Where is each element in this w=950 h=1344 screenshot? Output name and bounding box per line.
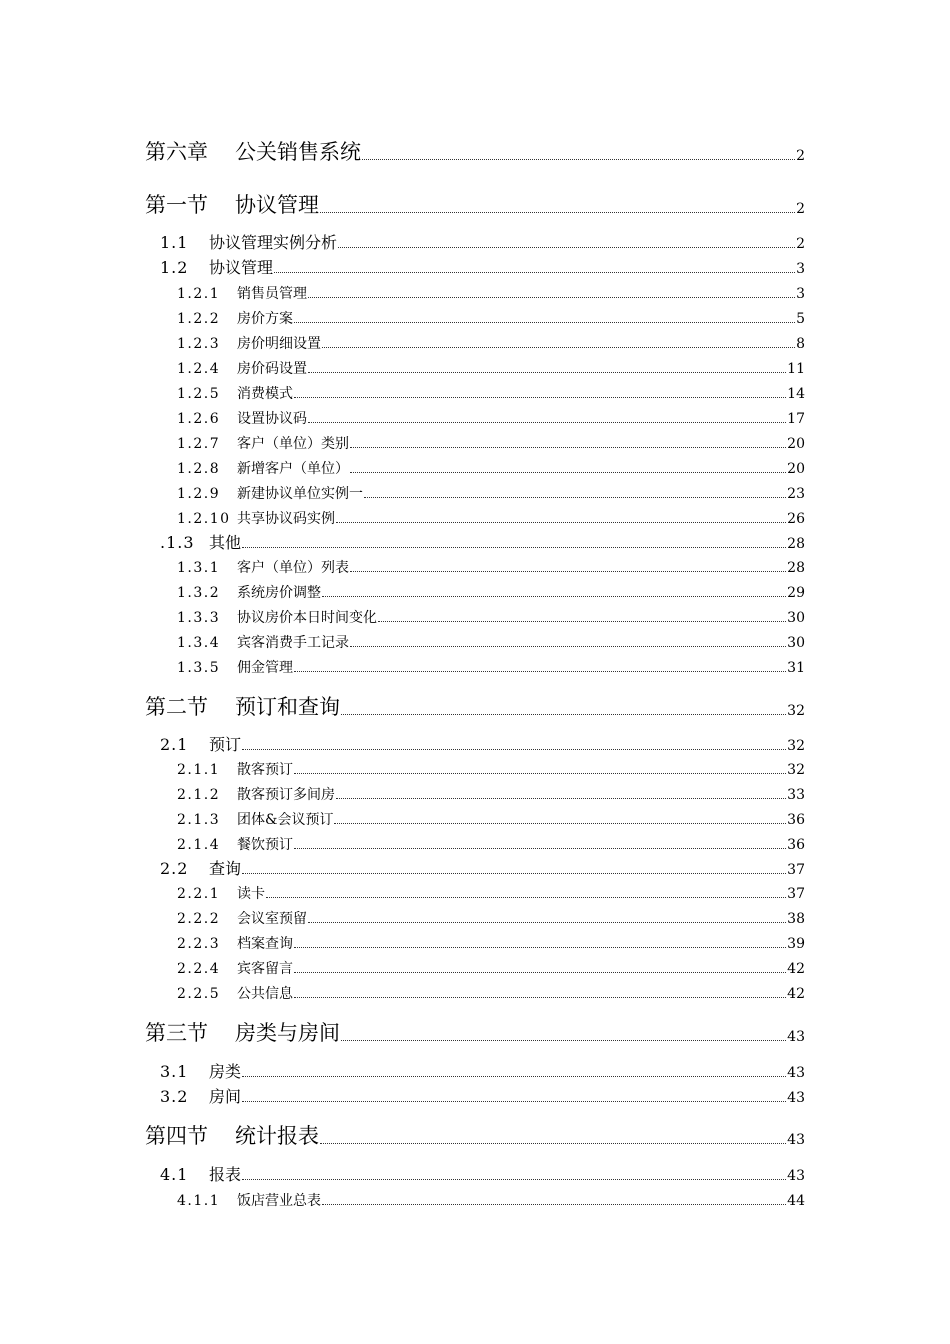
toc-entry-page: 43 xyxy=(787,1029,805,1045)
toc-subsection[interactable] xyxy=(177,586,805,600)
dot-leader xyxy=(320,212,795,213)
toc-entry-number: 1.2.5 xyxy=(177,386,221,402)
dot-leader xyxy=(322,596,786,597)
toc-subsection[interactable] xyxy=(177,611,805,625)
toc-entry-page: 29 xyxy=(787,585,805,601)
toc-entry-title: 查询 xyxy=(209,859,242,878)
dot-leader xyxy=(242,547,786,548)
toc-subsection[interactable] xyxy=(177,487,805,501)
toc-entry-title: 餐饮预订 xyxy=(237,837,293,853)
toc-entry-page: 32 xyxy=(787,762,805,778)
toc-entry-number: 2.2.2 xyxy=(177,911,221,927)
toc-entry-page: 39 xyxy=(787,936,805,952)
toc-entry-page: 36 xyxy=(787,812,805,828)
toc-entry-page: 38 xyxy=(787,911,805,927)
toc-entry-title: 新增客户（单位） xyxy=(237,461,349,477)
dot-leader xyxy=(338,247,795,248)
toc-entry-page: 42 xyxy=(787,986,805,1002)
dot-leader xyxy=(294,997,786,998)
toc-entry-title: 协议管理 xyxy=(209,258,274,277)
toc-entry-page: 36 xyxy=(787,837,805,853)
toc-subsection[interactable] xyxy=(177,937,805,951)
toc-chapter[interactable] xyxy=(145,195,805,216)
dot-leader xyxy=(294,322,795,323)
dot-leader xyxy=(266,897,786,898)
toc-entry-title: 预订 xyxy=(209,735,242,754)
toc-entry-number: 1.2.3 xyxy=(177,336,221,352)
toc-entry-number: 4.1 xyxy=(160,1165,189,1184)
toc-entry-number: 4.1.1 xyxy=(177,1193,221,1209)
dot-leader xyxy=(322,347,795,348)
dot-leader xyxy=(242,1076,786,1077)
toc-entry-title: 散客预订多间房 xyxy=(237,787,335,803)
dot-leader xyxy=(294,773,786,774)
toc-subsection[interactable] xyxy=(177,788,805,802)
toc-entry-number: 第六章 xyxy=(145,140,208,164)
toc-entry-page: 2 xyxy=(796,148,805,164)
toc-section[interactable] xyxy=(160,1089,805,1105)
toc-subsection[interactable] xyxy=(177,437,805,451)
toc-subsection[interactable] xyxy=(177,887,805,901)
toc-entry-number: 3.1 xyxy=(160,1062,189,1081)
toc-entry-number: 2.1.2 xyxy=(177,787,221,803)
toc-subsection[interactable] xyxy=(177,987,805,1001)
toc-entry-number: 1.2.4 xyxy=(177,361,221,377)
dot-leader xyxy=(242,873,786,874)
toc-entry-number: 2.2.5 xyxy=(177,986,221,1002)
toc-entry-number: 2.2 xyxy=(160,859,189,878)
dot-leader xyxy=(341,1040,786,1041)
toc-entry-page: 44 xyxy=(787,1193,805,1209)
toc-entry-title: 报表 xyxy=(209,1165,242,1184)
toc-subsection[interactable] xyxy=(177,1194,805,1208)
toc-entry-page: 43 xyxy=(787,1168,805,1184)
toc-entry-title: 协议房价本日时间变化 xyxy=(237,610,377,626)
toc-subsection[interactable] xyxy=(177,362,805,376)
toc-entry-number: 1.3.3 xyxy=(177,610,221,626)
toc-entry-number: 2.1.1 xyxy=(177,762,221,778)
dot-leader xyxy=(308,422,786,423)
toc-entry-page: 8 xyxy=(796,336,805,352)
toc-entry-number: 2.2.4 xyxy=(177,961,221,977)
toc-entry-number: 1.3.1 xyxy=(177,560,221,576)
toc-entry-title: 共享协议码实例 xyxy=(237,511,335,527)
toc-entry-title: 房间 xyxy=(209,1087,242,1106)
toc-entry-title: 房价明细设置 xyxy=(237,336,321,352)
toc-entry-number: 1.2.7 xyxy=(177,436,221,452)
toc-entry-number: 3.2 xyxy=(160,1087,189,1106)
toc-entry-title: 读卡 xyxy=(237,886,265,902)
toc-entry-page: 5 xyxy=(796,311,805,327)
toc-entry-title: 房价方案 xyxy=(237,311,293,327)
toc-entry-title: 公关销售系统 xyxy=(235,140,361,164)
toc-entry-page: 28 xyxy=(787,560,805,576)
toc-subsection[interactable] xyxy=(177,561,805,575)
toc-entry-title: 协议管理 xyxy=(235,193,319,217)
toc-chapter[interactable] xyxy=(145,1126,805,1147)
toc-section[interactable] xyxy=(160,235,805,251)
dot-leader xyxy=(364,497,786,498)
toc-entry-title: 客户（单位）类别 xyxy=(237,436,349,452)
dot-leader xyxy=(294,848,786,849)
toc-subsection[interactable] xyxy=(177,337,805,351)
toc-entry-title: 客户（单位）列表 xyxy=(237,560,349,576)
toc-entry-page: 26 xyxy=(787,511,805,527)
toc-entry-number: 第三节 xyxy=(145,1021,208,1045)
toc-entry-title: 房类与房间 xyxy=(235,1021,340,1045)
toc-chapter[interactable] xyxy=(145,697,805,718)
toc-entry-number: 1.3.4 xyxy=(177,635,221,651)
toc-entry-number: 2.2.1 xyxy=(177,886,221,902)
toc-entry-number: 1.2.8 xyxy=(177,461,221,477)
dot-leader xyxy=(350,571,786,572)
dot-leader xyxy=(341,714,786,715)
toc-subsection[interactable] xyxy=(177,813,805,827)
toc-entry-title: 预订和查询 xyxy=(235,695,340,719)
toc-entry-page: 43 xyxy=(787,1065,805,1081)
toc-entry-page: 2 xyxy=(796,201,805,217)
toc-entry-number: 1.2 xyxy=(160,258,189,277)
toc-entry-title: 统计报表 xyxy=(235,1124,319,1148)
toc-section[interactable] xyxy=(160,737,805,753)
toc-entry-title: 档案查询 xyxy=(237,936,293,952)
toc-subsection[interactable] xyxy=(177,387,805,401)
toc-section[interactable] xyxy=(160,861,805,877)
toc-entry-number: 1.2.6 xyxy=(177,411,221,427)
toc-entry-number: 1.2.2 xyxy=(177,311,221,327)
toc-chapter[interactable] xyxy=(145,1023,805,1044)
dot-leader xyxy=(294,397,786,398)
toc-entry-page: 33 xyxy=(787,787,805,803)
toc-entry-title: 房类 xyxy=(209,1062,242,1081)
dot-leader xyxy=(320,1143,786,1144)
toc-entry-page: 28 xyxy=(787,536,805,552)
toc-entry-page: 30 xyxy=(787,610,805,626)
toc-entry-page: 3 xyxy=(796,261,805,277)
toc-entry-number: 1.2.9 xyxy=(177,486,221,502)
toc-entry-title: 宾客消费手工记录 xyxy=(237,635,349,651)
toc-entry-number: .1.3 xyxy=(160,533,195,552)
dot-leader xyxy=(242,1179,786,1180)
toc-entry-page: 17 xyxy=(787,411,805,427)
toc-entry-number: 2.2.3 xyxy=(177,936,221,952)
toc-entry-page: 32 xyxy=(787,738,805,754)
toc-entry-number: 1.3.5 xyxy=(177,660,221,676)
dot-leader xyxy=(378,621,786,622)
dot-leader xyxy=(294,972,786,973)
dot-leader xyxy=(294,947,786,948)
dot-leader xyxy=(350,447,786,448)
toc-subsection[interactable] xyxy=(177,661,805,675)
dot-leader xyxy=(308,922,786,923)
toc-entry-title: 宾客留言 xyxy=(237,961,293,977)
toc-entry-page: 11 xyxy=(787,361,805,377)
toc-entry-number: 1.1 xyxy=(160,233,189,252)
dot-leader xyxy=(308,372,786,373)
toc-chapter[interactable] xyxy=(145,142,805,163)
toc-entry-page: 23 xyxy=(787,486,805,502)
toc-entry-number: 1.3.2 xyxy=(177,585,221,601)
toc-entry-title: 协议管理实例分析 xyxy=(209,233,338,252)
toc-entry-title: 佣金管理 xyxy=(237,660,293,676)
toc-entry-title: 公共信息 xyxy=(237,986,293,1002)
dot-leader xyxy=(322,1204,786,1205)
toc-subsection[interactable] xyxy=(177,636,805,650)
toc-entry-title: 散客预订 xyxy=(237,762,293,778)
toc-entry-page: 3 xyxy=(796,286,805,302)
dot-leader xyxy=(294,671,786,672)
toc-entry-title: 房价码设置 xyxy=(237,361,307,377)
toc-entry-page: 31 xyxy=(787,660,805,676)
dot-leader xyxy=(242,749,786,750)
toc-entry-title: 销售员管理 xyxy=(237,286,307,302)
toc-entry-page: 20 xyxy=(787,436,805,452)
dot-leader xyxy=(350,646,786,647)
toc-entry-number: 2.1.4 xyxy=(177,837,221,853)
toc-entry-number: 第二节 xyxy=(145,695,208,719)
toc-entry-number: 第一节 xyxy=(145,193,208,217)
toc-entry-page: 37 xyxy=(787,886,805,902)
toc-entry-title: 系统房价调整 xyxy=(237,585,321,601)
toc-entry-page: 43 xyxy=(787,1090,805,1106)
toc-entry-page: 37 xyxy=(787,862,805,878)
toc-subsection[interactable] xyxy=(177,462,805,476)
toc-entry-number: 1.2.10 xyxy=(177,511,231,527)
toc-section[interactable] xyxy=(160,260,805,276)
toc-subsection[interactable] xyxy=(177,287,805,301)
toc-entry-title: 会议室预留 xyxy=(237,911,307,927)
toc-entry-title: 其他 xyxy=(209,533,242,552)
toc-section[interactable] xyxy=(160,1167,805,1183)
toc-entry-page: 43 xyxy=(787,1132,805,1148)
toc-section[interactable] xyxy=(160,1064,805,1080)
dot-leader xyxy=(334,823,786,824)
toc-entry-page: 32 xyxy=(787,703,805,719)
toc-entry-page: 30 xyxy=(787,635,805,651)
toc-subsection[interactable] xyxy=(177,962,805,976)
toc-entry-number: 2.1 xyxy=(160,735,189,754)
toc-subsection[interactable] xyxy=(177,412,805,426)
toc-entry-page: 14 xyxy=(787,386,805,402)
toc-entry-number: 第四节 xyxy=(145,1124,208,1148)
dot-leader xyxy=(336,798,786,799)
dot-leader xyxy=(274,272,795,273)
dot-leader xyxy=(362,159,795,160)
toc-entry-page: 20 xyxy=(787,461,805,477)
toc-entry-number: 1.2.1 xyxy=(177,286,221,302)
dot-leader xyxy=(336,522,786,523)
dot-leader xyxy=(350,472,786,473)
toc-entry-title: 团体&会议预订 xyxy=(237,812,334,828)
toc-entry-title: 新建协议单位实例一 xyxy=(237,486,363,502)
toc-subsection[interactable] xyxy=(177,312,805,326)
toc-entry-title: 消费模式 xyxy=(237,386,293,402)
dot-leader xyxy=(242,1101,786,1102)
toc-entry-number: 2.1.3 xyxy=(177,812,221,828)
toc-entry-title: 饭店营业总表 xyxy=(237,1193,321,1209)
toc-entry-page: 42 xyxy=(787,961,805,977)
toc-subsection[interactable] xyxy=(177,912,805,926)
toc-entry-page: 2 xyxy=(796,236,805,252)
toc-subsection[interactable] xyxy=(177,512,805,526)
toc-subsection[interactable] xyxy=(177,763,805,777)
toc-subsection[interactable] xyxy=(177,838,805,852)
dot-leader xyxy=(308,297,795,298)
toc-section[interactable] xyxy=(160,535,805,551)
toc-entry-title: 设置协议码 xyxy=(237,411,307,427)
